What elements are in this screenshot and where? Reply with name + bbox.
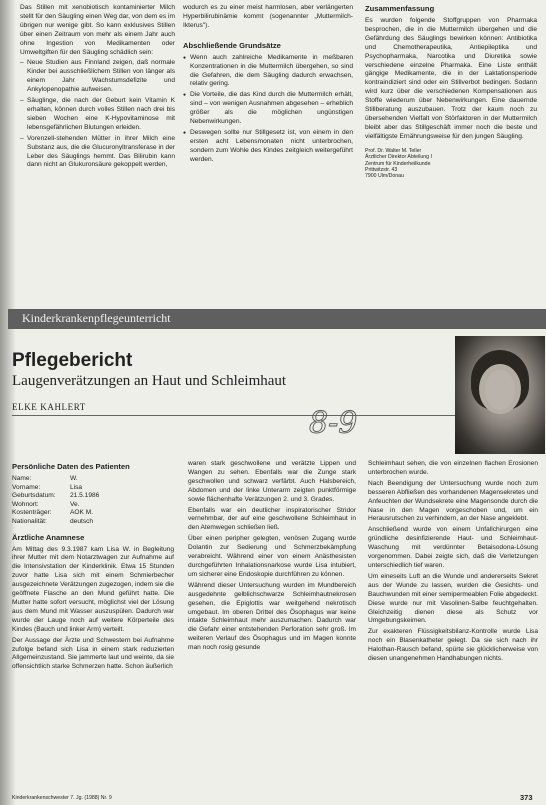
handwritten-annotation — [305, 395, 375, 445]
section-heading: Persönliche Daten des Patienten — [12, 462, 130, 471]
list-item: – Neue Studien aus Finnland zeigen, daß normale Kinder bei ausschließlichem Stillen von länger als einem Jahr Wachstumsdefizite und Ankylopenopathie aufweisen. — [20, 59, 175, 95]
table-row: Wohnort: Ve. — [12, 500, 80, 508]
article-paragraph: Um eineseits Luft an die Wunde und andererseits Sekret aus der Wunde zu lassen, wurden die Gesichts- und Bauchwunden mit einer semipermeablen Folie abgedeckt. Diese wurde nur mit Vasolinen-Salbe feuchtgehalten. Gleichzeitig dienen diese als Schutz vor Umgebungskeimen. — [368, 572, 538, 625]
list-item: – Säuglinge, die nach der Geburt kein Vitamin K erhalten, können durch volles Stillen nach drei bis sieben Wochen eine K-Hypovitaminose mit lebensgefährlichen Blutungen erleiden. — [20, 97, 175, 133]
patient-data-table — [12, 475, 174, 527]
table-row: Geburtsdatum: 21.5.1986 — [12, 492, 100, 500]
section-heading: Ärztliche Anamnese — [12, 532, 85, 542]
section-band-label: Kinderkrankenpflegeunterricht — [22, 311, 171, 325]
article-paragraph: Zur exakteren Flüssigkeitsbilanz-Kontrolle wurde Lisa noch ein Blasenkatheter gelegt. Da sie sich nach ihr Halothan-Rausch befand, spürte sie glücklicherweise von diesen unangenehmen Handhabungen nichts. — [368, 628, 538, 663]
top-column-2 — [183, 4, 353, 304]
article-paragraph: Während dieser Untersuchung wurden im Mundbereich ausgedehnte gelblichschwarze Schleimhautnekrosen gesehen, die Epiglottis war weitgehend nekrotisch umgebaut. Im oberen Drittel des Ösophagus war keine intakte Schleimhaut mehr auszumachen. Dadurch war die Gefahr einer entstehenden Perforation sehr groß. Im weiteren Verlauf des Ösophagus und im Magen konnte man noch rosig gesunde — [188, 581, 356, 652]
article-author: ELKE KAHLERT — [12, 402, 86, 412]
table-row: Kostenträger: AOK M. — [12, 509, 94, 517]
page-number: 373 — [520, 793, 533, 802]
author-photo — [455, 336, 545, 454]
article-paragraph: waren stark geschwollene und verätzte Lippen und Wangen zu sehen. Ebenfalls war die Zunge stark geschwollen und schwarz verfärbt. Auch Halsbereich, Abdomen und der linke Unterarm zeigten punktförmige sowie flächenhafte Verätzungen 2. und 3. Grades. — [188, 460, 356, 503]
section-heading: Abschließende Grundsätze — [183, 40, 281, 50]
list-item: ● Deswegen sollte nur Stillgesetz ist, von einem in den ersten acht Lebensmonaten nicht unterbrochen, sondern zum Wohle des Kindes zeitgleich weitergeführt werden. — [183, 129, 353, 165]
article-column-2 — [188, 460, 356, 790]
article-paragraph: Über einen peripher gelegten, venösen Zugang wurde Dolantin zur Sedierung und Schmerzbekämpfung verabreicht. Während einer von einem Anästhesisten durchgeführten Inhalationsnarkose wurde Lisa intubiert, um sicherer eine Endoskopie durchführen zu können. — [188, 535, 356, 578]
article-paragraph: Nach Beendigung der Untersuchung wurde noch zum besseren Abfließen des vorhandenen Magensekretes und Anfeuchten der Wundsekrete eine Magensonde durch die Nase in den Magen vorgeschoben und, um ein Herausrutschen zu verhindern, an der Nase angeklebt. — [368, 479, 538, 523]
list-item: ● Die Vorteile, die das Kind durch die Muttermilch erhält, sind – von wenigen Ausnahmen abgesehen – erheblich größer als die möglichen ungünstigen Nebenwirkungen. — [183, 91, 353, 127]
top-col1-intro: Das Stillen mit xenobiotisch kontaminierter Milch stellt für den Säugling einen Weg dar, von dem es im übrigen nur wenige gibt. So kann exklusives Stillen über einen Zeitraum von mehr als einem Jahr auch ohne Ingestion von Medikamenten oder Umweltgiften für den Säugling schädlich sein: — [20, 4, 175, 56]
article-paragraph: Anschließend wurde von einem Unfallchirurgen eine gründliche desinfizierende Haut- und Schleimhaut-Waschung mit verdünnter Betaisodona-Lösung vorgenommen. Dabei zeigte sich, daß die Verletzungen unterschiedlich tief waren. — [368, 526, 538, 569]
author-signature: Prof. Dr. Walter M. Teller Ärztlicher Direktor Abteilung I Zentrum für Kinderheilkunde Prittwitzstr. 43 7900 Ulm/Donau — [365, 147, 432, 180]
anamnese-text: Am Mittag des 9.3.1987 kam Lisa W. in Begleitung ihrer Mutter mit dem Notarztwagen zur Aufnahme auf die Intensivstation der Kinderklinik. Etwa 15 Stunden zuvor hatte Lisa sich mit einem Schmierbecher ausgezeichnete Verätzungen zugezogen, indem sie die geöffnete Flasche an den Mund geführt hatte. Die Mutter hatte sofort versucht, möglichst viel der Lösung aus dem Mund mit Wasser auszuspülen. Dadurch war wurde der Lauge noch auf weitere Körperteile des Kindes (Bauch und linker Arm) verteilt. — [12, 545, 174, 633]
summary-text: Es wurden folgende Stoffgruppen von Pharmaka besprochen, die in die Muttermilch übergehen und die Gefährdung des Säuglings bewirken können: Antibiotika und Chemotherapeutika, Antiepileptika und Psychopharmaka, Narcotika und Diuretika sowie verschiedene einzelne Pharmaka. Eine Liste enthält gängige Medikamente, die in der Laktationsperiode kontraindiziert sind oder ein Stillverbot bedingen. Sodann wird kurz über die verschiedenen Kompensationen aus Stoffe wiederum über Nebenwirkungen. Eine dauernde Stillberatung auszubauen. Trotz der kaum noch zu übersehenden Vielfalt von Störfaktoren in der Muttermilch bleibt aber das Stillgeschäft immer noch die beste und vielfältigste Ernährungsweise für den jungen Säugling. — [365, 17, 537, 140]
top-col2-list — [183, 54, 353, 165]
article-column-1 — [12, 460, 174, 790]
top-col2-intro: wodurch es zu einer meist harmlosen, aber verlängerten Hyperbilirubinämie kommt (sogenannter „Muttermilch-Ikterus"). — [183, 4, 353, 29]
top-column-1 — [20, 4, 175, 304]
page-footer: Kinderkrankenschwester 7. Jg. (1988) Nr. 9 — [12, 795, 112, 801]
article-subtitle: Laugenverätzungen an Haut und Schleimhaut — [12, 373, 287, 389]
article-title: Pflegebericht — [12, 350, 133, 371]
table-row: Vorname: Lisa — [12, 483, 83, 491]
table-row: Nationalität: deutsch — [12, 517, 94, 525]
handwritten-text: 8-9 — [309, 406, 358, 441]
top-col1-list — [20, 59, 175, 170]
article-column-3 — [368, 460, 538, 790]
table-row: Name: W. — [12, 475, 78, 482]
section-heading: Zusammenfassung — [365, 4, 435, 13]
section-band — [8, 309, 546, 329]
article-paragraph: Ebenfalls war ein deutlicher inspiratorischer Stridor vernehmbar, der auf eine geschwollene Schleimhaut in den Atemwegen schließen ließ. — [188, 506, 356, 532]
anamnese-text-2: Der Aussage der Ärzte und Schwestern bei Aufnahme zufolge befand sich Lisa in einem stark reduzierten Allgemeinzustand. Sie jammerte laut und weinte, da sie offensichtlich starke Schmerzen hatte. Schon äußerlich — [12, 636, 174, 671]
header-rule — [12, 415, 457, 416]
top-column-3 — [365, 4, 537, 304]
list-item: – Vorenzell-stehenden Mütter in ihrer Milch eine Substanz aus, die die Glucuronyltransferase in der Leber des Säuglings hemmt. Das Bilirubin kann dann nicht an Glukuronsäure gekoppelt werden, — [20, 135, 175, 171]
article-paragraph: Schleimhaut sehen, die von einzelnen flachen Erosionen unterbrochen wurde. — [368, 460, 538, 476]
list-item: ● Wenn auch zahlreiche Medikamente in meßbaren Konzentrationen in die Muttermilch übergehen, so sind die Gefahren, die dem Säugling dadurch erwachsen, relativ gering. — [183, 54, 353, 90]
